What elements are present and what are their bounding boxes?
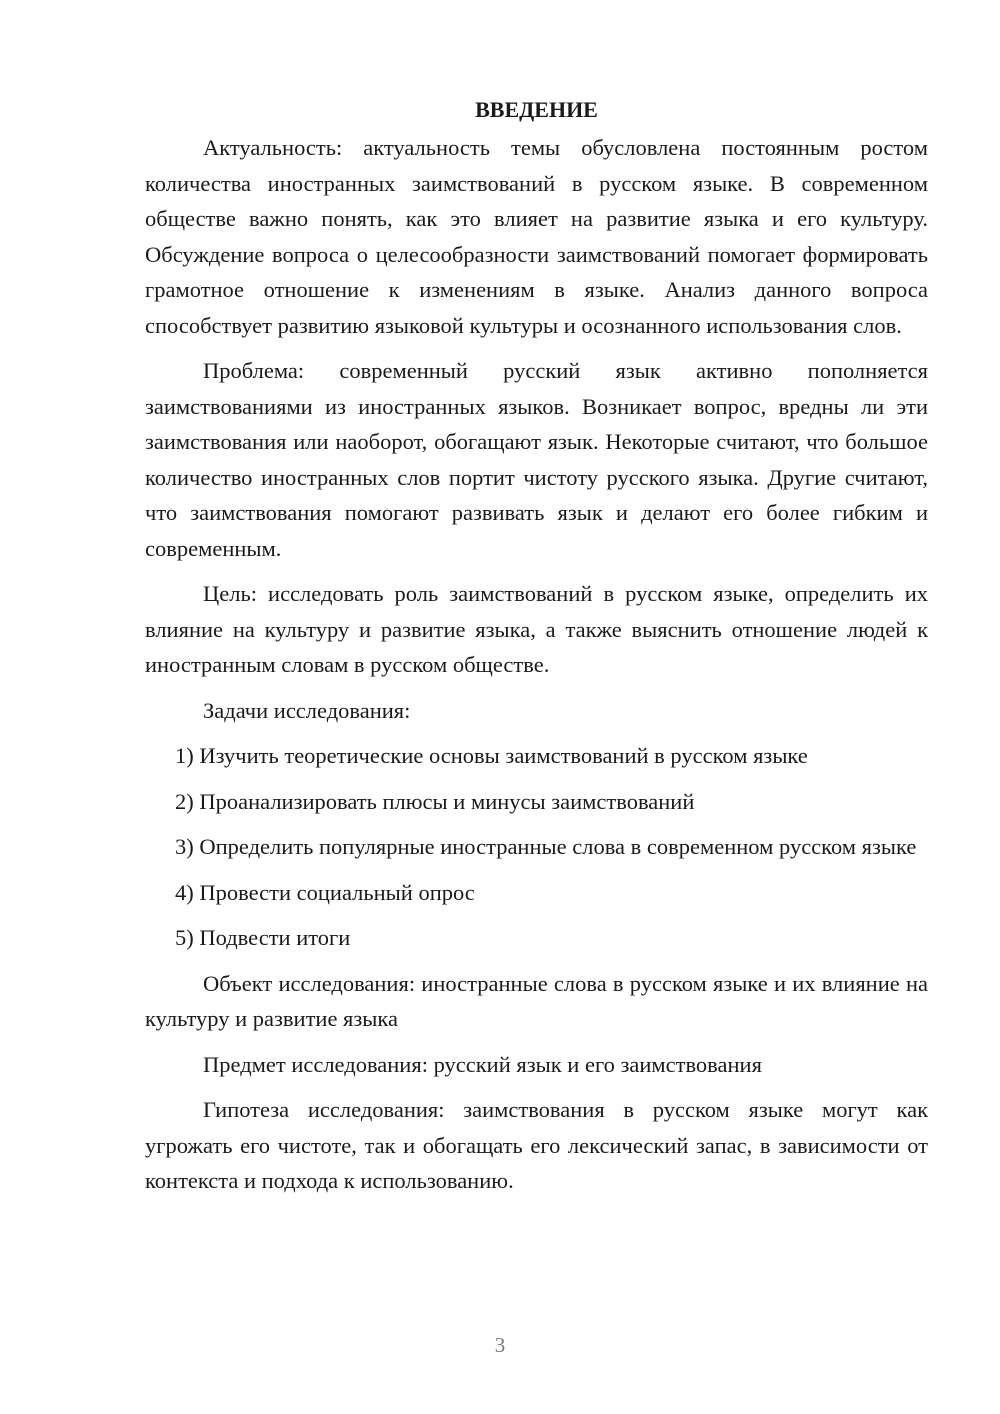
tasks-heading: Задачи исследования: — [203, 697, 411, 723]
task-item: 5) Подвести итоги — [175, 925, 351, 950]
paragraph-object: Объект исследования: иностранные слова в русском языке и их влияние на культуру и развитие языка — [145, 970, 928, 1031]
task-item: 2) Проанализировать плюсы и минусы заимствований — [175, 788, 695, 814]
paragraph-problem: Проблема: современный русский язык активно пополняется заимствованиями из иностранных языков. Возникает вопрос, вредны ли эти заимствования или наоборот, обогащают язык. Некоторые считают, что большое количество иностранных слов портит чистоту русского языка. Другие считают, что заимствования помогают развивать язык и делают его более гибким и современным. — [145, 358, 928, 561]
section-title: ВВЕДЕНИЕ — [475, 97, 598, 122]
paragraph-hypothesis: Гипотеза исследования: заимствования в русском языке могут как угрожать его чистоте, так и обогащать его лексический запас, в зависимости от контекста и подхода к использованию. — [145, 1097, 928, 1193]
task-item: 1) Изучить теоретические основы заимствований в русском языке — [175, 743, 808, 768]
task-item: 4) Провести социальный опрос — [175, 879, 475, 905]
paragraph-goal: Цель: исследовать роль заимствований в русском языке, определить их влияние на культуру и развитие языка, а также выяснить отношение людей к иностранным словам в русском обществе. — [145, 581, 928, 677]
paragraph-subject: Предмет исследования: русский язык и его заимствования — [203, 1051, 762, 1077]
page-number: 3 — [494, 1333, 506, 1357]
document-page — [145, 92, 928, 1209]
paragraph-relevance: Актуальность: актуальность темы обусловлена постоянным ростом количества иностранных заимствований в русском языке. В современном обществе важно понять, как это влияет на развитие языка и его культуру. Обсуждение вопроса о целесообразности заимствований помогает формировать грамотное отношение к изменениям в языке. Анализ данного вопроса способствует развитию языковой культуры и осознанного использования слов. — [145, 135, 928, 338]
task-item: 3) Определить популярные иностранные слова в современном русском языке — [175, 834, 917, 859]
